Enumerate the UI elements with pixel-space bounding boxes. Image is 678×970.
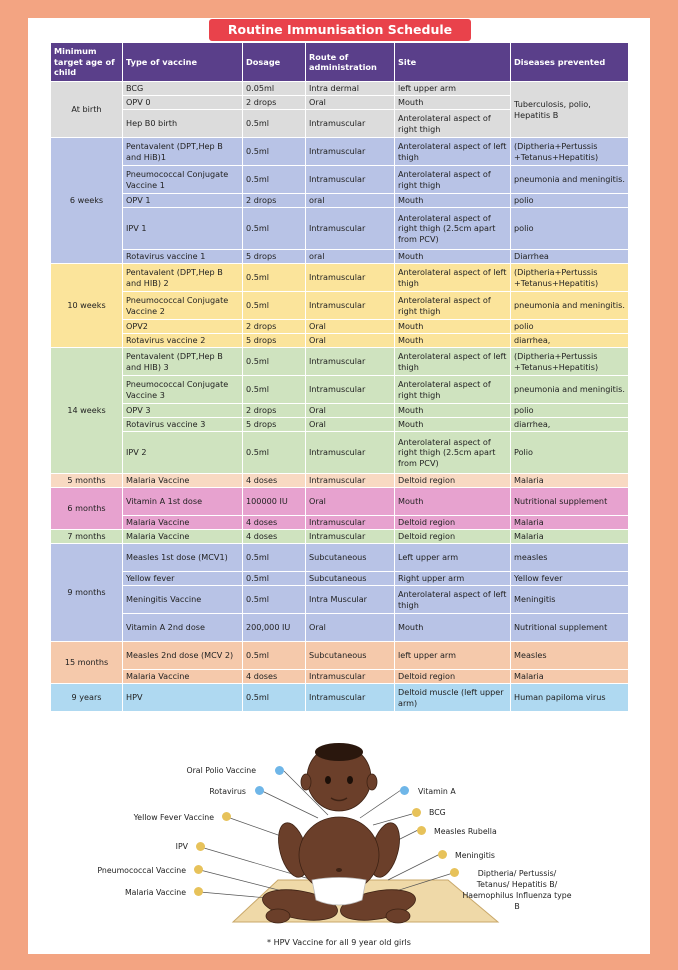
route-cell: Intramuscular bbox=[306, 292, 395, 320]
dosage-cell: 0.5ml bbox=[243, 208, 306, 250]
dosage-cell: 200,000 IU bbox=[243, 614, 306, 642]
header-diseases: Diseases prevented bbox=[511, 43, 629, 82]
disease-cell: (Diptheria+Pertussis +Tetanus+Hepatitis) bbox=[511, 138, 629, 166]
route-cell: Oral bbox=[306, 96, 395, 110]
route-cell: Intramuscular bbox=[306, 516, 395, 530]
disease-cell: polio bbox=[511, 208, 629, 250]
site-cell: Deltoid region bbox=[395, 474, 511, 488]
table-row bbox=[51, 264, 629, 292]
vaccine-cell: Malaria Vaccine bbox=[123, 516, 243, 530]
site-cell: Anterolateral aspect of right thigh bbox=[395, 376, 511, 404]
vaccine-cell: HPV bbox=[123, 684, 243, 712]
route-cell: Intra dermal bbox=[306, 82, 395, 96]
table-row bbox=[51, 684, 629, 712]
site-cell: Anterolateral aspect of left thigh bbox=[395, 586, 511, 614]
table-row bbox=[51, 544, 629, 572]
site-cell: Mouth bbox=[395, 250, 511, 264]
vaccine-cell: IPV 1 bbox=[123, 208, 243, 250]
dosage-cell: 4 doses bbox=[243, 516, 306, 530]
table-row bbox=[51, 348, 629, 376]
route-cell: Oral bbox=[306, 418, 395, 432]
dosage-cell: 0.5ml bbox=[243, 572, 306, 586]
label-ipv: IPV bbox=[175, 842, 188, 851]
table-row bbox=[51, 614, 629, 642]
age-cell: 6 weeks bbox=[51, 138, 123, 264]
baby-drawing bbox=[28, 730, 650, 954]
site-cell: Mouth bbox=[395, 418, 511, 432]
vaccine-cell: OPV 3 bbox=[123, 404, 243, 418]
age-cell: 7 months bbox=[51, 530, 123, 544]
dosage-cell: 4 doses bbox=[243, 530, 306, 544]
site-cell: Deltoid region bbox=[395, 516, 511, 530]
disease-cell: Nutritional supplement bbox=[511, 614, 629, 642]
table-row bbox=[51, 82, 629, 96]
table-row bbox=[51, 404, 629, 418]
dosage-cell: 0.5ml bbox=[243, 642, 306, 670]
route-cell: Intramuscular bbox=[306, 432, 395, 474]
dosage-cell: 0.5ml bbox=[243, 544, 306, 572]
site-cell: Deltoid region bbox=[395, 670, 511, 684]
dosage-cell: 0.05ml bbox=[243, 82, 306, 96]
site-cell: Anterolateral aspect of right thigh bbox=[395, 166, 511, 194]
disease-cell: diarrhea, bbox=[511, 334, 629, 348]
footnote: * HPV Vaccine for all 9 year old girls bbox=[267, 938, 411, 947]
needle-icon bbox=[194, 865, 203, 874]
age-cell: 5 months bbox=[51, 474, 123, 488]
disease-cell: polio bbox=[511, 404, 629, 418]
disease-cell: Measles bbox=[511, 642, 629, 670]
header-dosage: Dosage bbox=[243, 43, 306, 82]
vaccine-cell: Pentavalent (DPT,Hep B and HIB) 3 bbox=[123, 348, 243, 376]
disease-cell: (Diptheria+Pertussis +Tetanus+Hepatitis) bbox=[511, 264, 629, 292]
disease-cell: (Diptheria+Pertussis +Tetanus+Hepatitis) bbox=[511, 348, 629, 376]
route-cell: Subcutaneous bbox=[306, 572, 395, 586]
route-cell: Intramuscular bbox=[306, 264, 395, 292]
disease-cell: Nutritional supplement bbox=[511, 488, 629, 516]
label-rotavirus: Rotavirus bbox=[209, 787, 246, 796]
disease-cell: Malaria bbox=[511, 670, 629, 684]
site-cell: Anterolateral aspect of left thigh bbox=[395, 138, 511, 166]
table-row bbox=[51, 530, 629, 544]
site-cell: Mouth bbox=[395, 404, 511, 418]
needle-icon bbox=[400, 786, 409, 795]
vaccine-cell: Pneumococcal Conjugate Vaccine 2 bbox=[123, 292, 243, 320]
dosage-cell: 100000 IU bbox=[243, 488, 306, 516]
vaccine-cell: Malaria Vaccine bbox=[123, 530, 243, 544]
route-cell: Intramuscular bbox=[306, 684, 395, 712]
label-oral-polio: Oral Polio Vaccine bbox=[186, 766, 256, 775]
needle-icon bbox=[194, 887, 203, 896]
vaccine-cell: OPV 0 bbox=[123, 96, 243, 110]
site-cell: Anterolateral aspect of right thigh bbox=[395, 292, 511, 320]
label-malaria: Malaria Vaccine bbox=[124, 888, 186, 897]
disease-cell: Tuberculosis, polio, Hepatitis B bbox=[511, 82, 629, 138]
dosage-cell: 0.5ml bbox=[243, 166, 306, 194]
vaccine-cell: Pentavalent (DPT,Hep B and HiB)1 bbox=[123, 138, 243, 166]
route-cell: Oral bbox=[306, 334, 395, 348]
site-cell: Anterolateral aspect of right thigh (2.5cm apart from PCV) bbox=[395, 432, 511, 474]
route-cell: Subcutaneous bbox=[306, 642, 395, 670]
dosage-cell: 5 drops bbox=[243, 250, 306, 264]
table-row bbox=[51, 670, 629, 684]
route-cell: Intramuscular bbox=[306, 208, 395, 250]
disease-cell: Yellow fever bbox=[511, 572, 629, 586]
disease-cell: pneumonia and meningitis. bbox=[511, 166, 629, 194]
dosage-cell: 0.5ml bbox=[243, 110, 306, 138]
dosage-cell: 5 drops bbox=[243, 334, 306, 348]
age-cell: 9 months bbox=[51, 544, 123, 642]
disease-cell: Diarrhea bbox=[511, 250, 629, 264]
header-route: Route of administration bbox=[306, 43, 395, 82]
vaccine-cell: Rotavirus vaccine 3 bbox=[123, 418, 243, 432]
age-cell: 9 years bbox=[51, 684, 123, 712]
label-pneumococcal: Pneumococcal Vaccine bbox=[97, 866, 186, 875]
site-cell: Anterolateral aspect of right thigh bbox=[395, 110, 511, 138]
site-cell: Mouth bbox=[395, 96, 511, 110]
age-cell: 6 months bbox=[51, 488, 123, 530]
page-title: Routine Immunisation Schedule bbox=[208, 18, 472, 42]
dosage-cell: 2 drops bbox=[243, 96, 306, 110]
vaccine-cell: Rotavirus vaccine 1 bbox=[123, 250, 243, 264]
vaccine-cell: Yellow fever bbox=[123, 572, 243, 586]
dosage-cell: 0.5ml bbox=[243, 684, 306, 712]
route-cell: Intramuscular bbox=[306, 110, 395, 138]
table-row bbox=[51, 642, 629, 670]
site-cell: Mouth bbox=[395, 614, 511, 642]
dosage-cell: 4 doses bbox=[243, 474, 306, 488]
disease-cell: diarrhea, bbox=[511, 418, 629, 432]
route-cell: oral bbox=[306, 250, 395, 264]
label-meningitis: Meningitis bbox=[455, 851, 495, 860]
vaccine-cell: BCG bbox=[123, 82, 243, 96]
route-cell: Intramuscular bbox=[306, 348, 395, 376]
site-cell: Deltoid region bbox=[395, 530, 511, 544]
vaccine-cell: Hep B0 birth bbox=[123, 110, 243, 138]
dosage-cell: 2 drops bbox=[243, 404, 306, 418]
table-row bbox=[51, 138, 629, 166]
vaccine-cell: Rotavirus vaccine 2 bbox=[123, 334, 243, 348]
label-vitamin-a: Vitamin A bbox=[418, 787, 456, 796]
vaccine-cell: Malaria Vaccine bbox=[123, 474, 243, 488]
table-row bbox=[51, 418, 629, 432]
dosage-cell: 0.5ml bbox=[243, 432, 306, 474]
table-row bbox=[51, 516, 629, 530]
table-row bbox=[51, 432, 629, 474]
site-cell: Mouth bbox=[395, 194, 511, 208]
dosage-cell: 5 drops bbox=[243, 418, 306, 432]
vaccine-cell: Pneumococcal Conjugate Vaccine 1 bbox=[123, 166, 243, 194]
vaccine-cell: Vitamin A 1st dose bbox=[123, 488, 243, 516]
header-row bbox=[51, 43, 629, 82]
route-cell: Oral bbox=[306, 488, 395, 516]
route-cell: Intramuscular bbox=[306, 670, 395, 684]
table-row bbox=[51, 334, 629, 348]
site-cell: left upper arm bbox=[395, 82, 511, 96]
header-site: Site bbox=[395, 43, 511, 82]
needle-icon bbox=[417, 826, 426, 835]
route-cell: oral bbox=[306, 194, 395, 208]
age-cell: 14 weeks bbox=[51, 348, 123, 474]
vaccine-cell: IPV 2 bbox=[123, 432, 243, 474]
site-cell: Deltoid muscle (left upper arm) bbox=[395, 684, 511, 712]
disease-cell: measles bbox=[511, 544, 629, 572]
disease-cell: Malaria bbox=[511, 474, 629, 488]
disease-cell: pneumonia and meningitis. bbox=[511, 292, 629, 320]
dosage-cell: 2 drops bbox=[243, 194, 306, 208]
table-row bbox=[51, 292, 629, 320]
disease-cell: Meningitis bbox=[511, 586, 629, 614]
needle-icon bbox=[222, 812, 231, 821]
label-bcg: BCG bbox=[429, 808, 446, 817]
poster bbox=[28, 18, 650, 954]
needle-icon bbox=[275, 766, 284, 775]
age-cell: 15 months bbox=[51, 642, 123, 684]
disease-cell: Malaria bbox=[511, 530, 629, 544]
site-cell: Mouth bbox=[395, 334, 511, 348]
needle-icon bbox=[412, 808, 421, 817]
vaccine-cell: Pentavalent (DPT,Hep B and HIB) 2 bbox=[123, 264, 243, 292]
disease-cell: pneumonia and meningitis. bbox=[511, 376, 629, 404]
header-age: Minimum target age of child bbox=[51, 43, 123, 82]
table-row bbox=[51, 376, 629, 404]
site-cell: Right upper arm bbox=[395, 572, 511, 586]
label-measles-rubella: Measles Rubella bbox=[434, 827, 497, 836]
vaccine-cell: Meningitis Vaccine bbox=[123, 586, 243, 614]
table-row bbox=[51, 320, 629, 334]
baby-illustration bbox=[28, 730, 650, 954]
needle-icon bbox=[196, 842, 205, 851]
header-vaccine: Type of vaccine bbox=[123, 43, 243, 82]
site-cell: Mouth bbox=[395, 320, 511, 334]
vaccine-cell: Vitamin A 2nd dose bbox=[123, 614, 243, 642]
vaccine-cell: Measles 2nd dose (MCV 2) bbox=[123, 642, 243, 670]
label-pentavalent: Diptheria/ Pertussis/ Tetanus/ Hepatitis B/ Haemophilus Influenza type B bbox=[462, 869, 572, 911]
table-row bbox=[51, 488, 629, 516]
disease-cell: Malaria bbox=[511, 516, 629, 530]
disease-cell: Human papiloma virus bbox=[511, 684, 629, 712]
table-row bbox=[51, 250, 629, 264]
site-cell: Anterolateral aspect of left thigh bbox=[395, 348, 511, 376]
route-cell: Intramuscular bbox=[306, 166, 395, 194]
site-cell: Mouth bbox=[395, 488, 511, 516]
route-cell: Oral bbox=[306, 614, 395, 642]
table-row bbox=[51, 572, 629, 586]
route-cell: Intramuscular bbox=[306, 474, 395, 488]
table-row bbox=[51, 586, 629, 614]
table-row bbox=[51, 208, 629, 250]
vaccine-cell: OPV2 bbox=[123, 320, 243, 334]
age-cell: 10 weeks bbox=[51, 264, 123, 348]
route-cell: Intramuscular bbox=[306, 376, 395, 404]
needle-icon bbox=[450, 868, 459, 877]
site-cell: left upper arm bbox=[395, 642, 511, 670]
route-cell: Intramuscular bbox=[306, 138, 395, 166]
dosage-cell: 0.5ml bbox=[243, 264, 306, 292]
route-cell: Intramuscular bbox=[306, 530, 395, 544]
table-row bbox=[51, 194, 629, 208]
site-cell: Anterolateral aspect of left thigh bbox=[395, 264, 511, 292]
dosage-cell: 0.5ml bbox=[243, 138, 306, 166]
dosage-cell: 2 drops bbox=[243, 320, 306, 334]
dosage-cell: 0.5ml bbox=[243, 292, 306, 320]
disease-cell: polio bbox=[511, 320, 629, 334]
age-cell: At birth bbox=[51, 82, 123, 138]
route-cell: Oral bbox=[306, 404, 395, 418]
dosage-cell: 0.5ml bbox=[243, 348, 306, 376]
vaccine-cell: Measles 1st dose (MCV1) bbox=[123, 544, 243, 572]
disease-cell: polio bbox=[511, 194, 629, 208]
dosage-cell: 0.5ml bbox=[243, 376, 306, 404]
route-cell: Subcutaneous bbox=[306, 544, 395, 572]
site-cell: Anterolateral aspect of right thigh (2.5cm apart from PCV) bbox=[395, 208, 511, 250]
schedule-table bbox=[50, 42, 629, 712]
label-yellow-fever: Yellow Fever Vaccine bbox=[133, 813, 214, 822]
disease-cell: Polio bbox=[511, 432, 629, 474]
needle-icon bbox=[438, 850, 447, 859]
table-row bbox=[51, 474, 629, 488]
vaccine-cell: OPV 1 bbox=[123, 194, 243, 208]
dosage-cell: 4 doses bbox=[243, 670, 306, 684]
route-cell: Intra Muscular bbox=[306, 586, 395, 614]
dosage-cell: 0.5ml bbox=[243, 586, 306, 614]
route-cell: Oral bbox=[306, 320, 395, 334]
site-cell: Left upper arm bbox=[395, 544, 511, 572]
needle-icon bbox=[255, 786, 264, 795]
vaccine-cell: Malaria Vaccine bbox=[123, 670, 243, 684]
vaccine-cell: Pneumococcal Conjugate Vaccine 3 bbox=[123, 376, 243, 404]
table-row bbox=[51, 166, 629, 194]
